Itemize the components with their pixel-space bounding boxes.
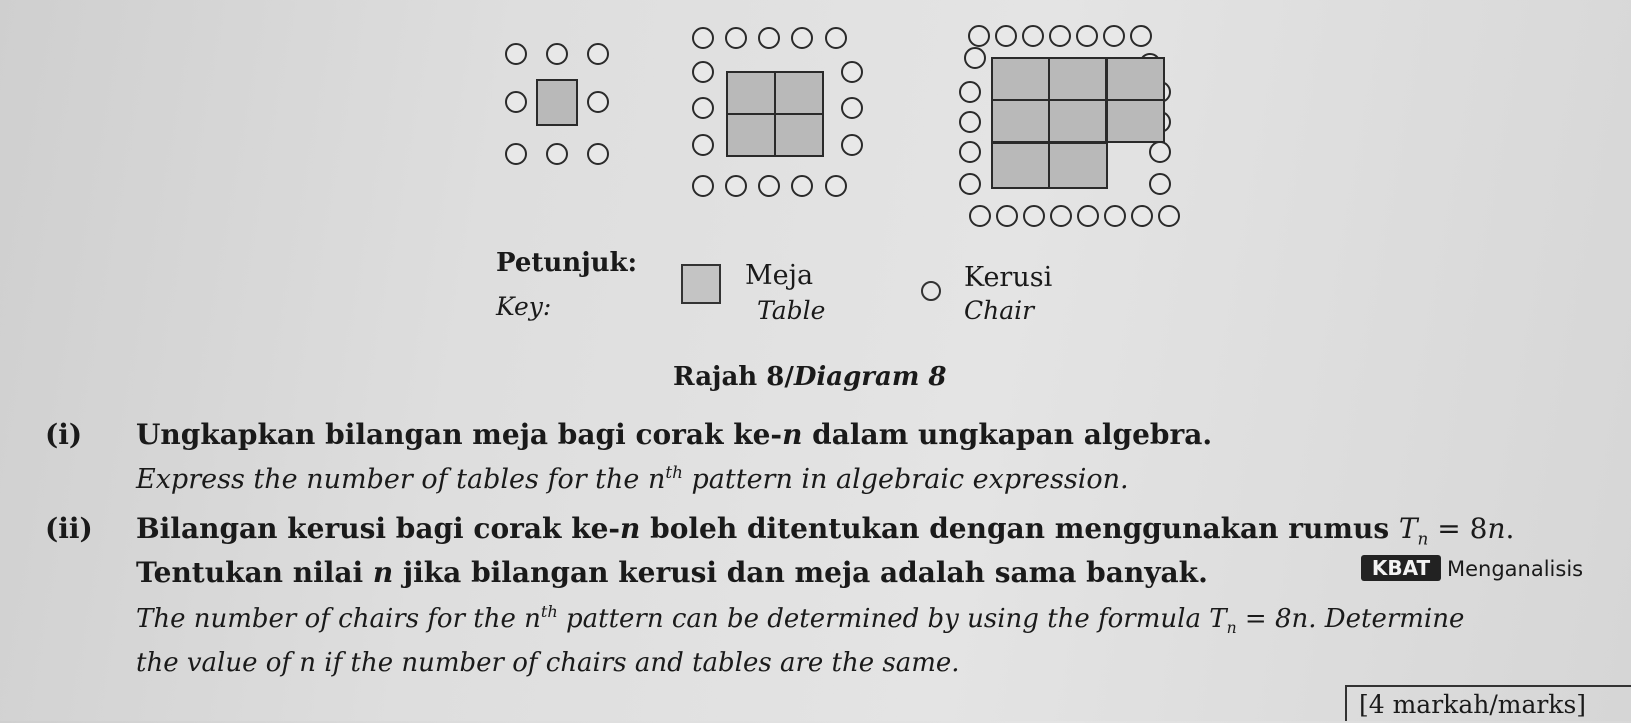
table-p3-4	[1049, 100, 1106, 142]
chair-p1-6	[547, 144, 567, 164]
chair-p2-top-1	[726, 28, 746, 48]
chair-p3-left-2	[960, 142, 980, 162]
table-p2-3	[775, 114, 823, 156]
key-chair-en: Chair	[964, 296, 1035, 325]
chair-p1-3	[506, 92, 526, 112]
key-chair-ms: Kerusi	[964, 262, 1053, 293]
table-p3-7	[1049, 143, 1107, 188]
q2-english-line1: The number of chairs for the $n^{th}$ pattern can be determined by using the formula $T_n = 8n$. Determine	[136, 602, 1465, 638]
chair-p1-1	[547, 44, 567, 64]
chair-p3-bottom-1	[997, 206, 1017, 226]
chair-p3-bottom-5	[1105, 206, 1125, 226]
chair-p2-top-2	[759, 28, 779, 48]
table-p3-3	[992, 100, 1049, 142]
table-p3-0	[992, 58, 1049, 100]
chair-p3-left-0	[960, 82, 980, 102]
chair-p2-right-1	[842, 98, 862, 118]
chair-p2-top-4	[826, 28, 846, 48]
q2-english-line2: the value of n if the number of chairs and tables are the same.	[136, 648, 960, 678]
q2-number: (ii)	[45, 512, 93, 545]
chair-p3-left-3	[960, 174, 980, 194]
chair-p3-top-0	[969, 26, 989, 46]
key-label-ms: Petunjuk:	[496, 248, 638, 278]
table-p2-1	[775, 72, 823, 114]
key-table-ms: Meja	[745, 260, 814, 291]
chair-p3-bottom-6	[1132, 206, 1152, 226]
table-p3-2	[1107, 58, 1164, 100]
chair-p3-top-1	[996, 26, 1016, 46]
chair-p2-bottom-2	[759, 176, 779, 196]
chair-p1-4	[588, 92, 608, 112]
chair-p3-bottom-0	[970, 206, 990, 226]
chair-p2-bottom-4	[826, 176, 846, 196]
chair-p3-right-3	[1150, 174, 1170, 194]
chair-p2-right-2	[842, 135, 862, 155]
table-p1-0	[537, 80, 577, 125]
table-p3-5	[1107, 100, 1164, 142]
chair-p2-bottom-1	[726, 176, 746, 196]
chair-p3-top-6	[1131, 26, 1151, 46]
chair-p2-right-0	[842, 62, 862, 82]
chair-p2-top-0	[693, 28, 713, 48]
chair-p3-top-2	[1023, 26, 1043, 46]
chair-p2-bottom-0	[693, 176, 713, 196]
table-key-icon	[681, 264, 721, 304]
chair-p2-left-2	[693, 135, 713, 155]
table-p2-0	[727, 72, 775, 114]
chair-p2-left-1	[693, 98, 713, 118]
chair-p3-right-2	[1150, 142, 1170, 162]
q2-malay-line1: Bilangan kerusi bagi corak ke-n boleh ditentukan dengan menggunakan rumus $T_n = 8n$.	[136, 512, 1515, 549]
q1-malay: Ungkapkan bilangan meja bagi corak ke-n dalam ungkapan algebra.	[136, 418, 1213, 451]
chair-p3-top-5	[1104, 26, 1124, 46]
q1-english: Express the number of tables for the $n^{th}$ pattern in algebraic expression.	[136, 462, 1129, 495]
chair-p2-top-3	[792, 28, 812, 48]
table-p3-6	[992, 143, 1049, 188]
chair-p3-bottom-4	[1078, 206, 1098, 226]
pattern-diagram	[0, 0, 1631, 260]
chair-p1-0	[506, 44, 526, 64]
kbat-level: Menganalisis	[1447, 557, 1584, 581]
chair-p1-2	[588, 44, 608, 64]
chair-p3-bottom-2	[1024, 206, 1044, 226]
chair-p3-top-4	[1077, 26, 1097, 46]
marks-label: [4 markah/marks]	[1345, 685, 1631, 721]
chair-p2-left-0	[693, 62, 713, 82]
table-p3-1	[1049, 58, 1106, 100]
chair-p3-bottom-7	[1159, 206, 1179, 226]
chair-p1-5	[506, 144, 526, 164]
chair-key-icon	[921, 281, 941, 301]
chair-p3-top-3	[1050, 26, 1070, 46]
chair-p3-left-1	[960, 112, 980, 132]
table-p2-2	[727, 114, 775, 156]
chair-p3-bottom-3	[1051, 206, 1071, 226]
key-label-en: Key:	[496, 292, 552, 321]
q2-malay-line2: Tentukan nilai n jika bilangan kerusi dan meja adalah sama banyak.	[136, 556, 1208, 589]
diagram-caption: Rajah 8/Diagram 8	[673, 362, 947, 392]
chair-p3-left-top	[965, 48, 985, 68]
q1-number: (i)	[45, 418, 83, 451]
kbat-badge: KBAT	[1361, 555, 1441, 581]
key-table-en: Table	[757, 296, 826, 325]
chair-p1-7	[588, 144, 608, 164]
chair-p2-bottom-3	[792, 176, 812, 196]
